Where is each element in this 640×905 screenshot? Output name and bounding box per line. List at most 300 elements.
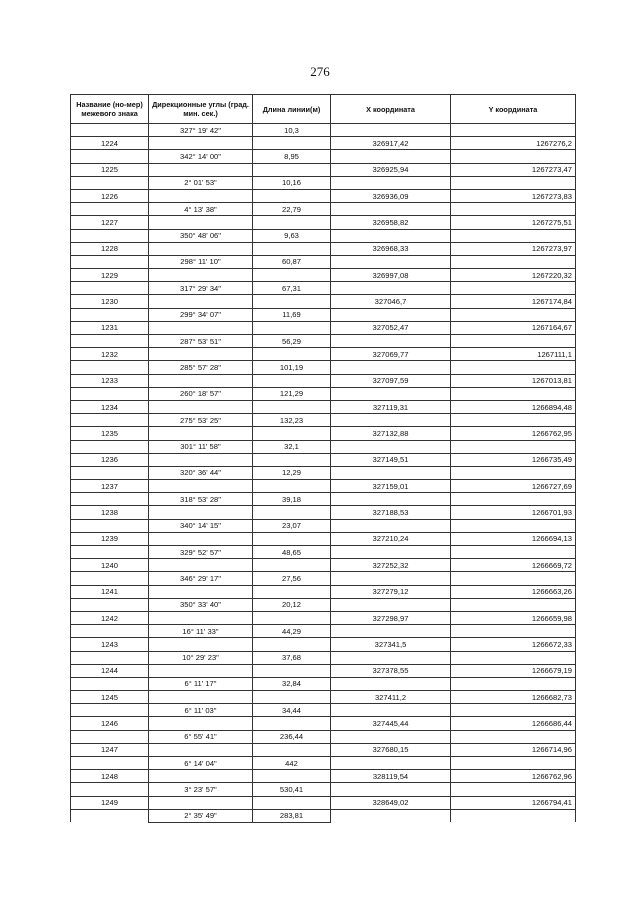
cell-point-name (71, 730, 149, 743)
cell-x-coordinate: 327411,2 (331, 691, 451, 704)
cell-direction-angle (149, 559, 253, 572)
cell-direction-angle (149, 585, 253, 598)
cell-point-name (71, 282, 149, 295)
cell-point-name (71, 677, 149, 690)
cell-y-coordinate: 1267111,1 (451, 348, 576, 361)
cell-y-coordinate: 1266714,96 (451, 743, 576, 756)
table-row-segment (71, 466, 576, 479)
cell-point-name (71, 150, 149, 163)
column-header-angle: Дирекционные углы (град. мин. сек.) (149, 95, 253, 124)
cell-point-name: 1225 (71, 163, 149, 176)
cell-x-coordinate: 327445,44 (331, 717, 451, 730)
table-row-segment (71, 124, 576, 137)
cell-direction-angle: 3° 23' 57" (149, 783, 253, 796)
cell-direction-angle: 318° 53' 28" (149, 493, 253, 506)
cell-x-coordinate (331, 783, 451, 796)
cell-x-coordinate: 326925,94 (331, 163, 451, 176)
cell-point-name (71, 783, 149, 796)
cell-x-coordinate (331, 361, 451, 374)
cell-line-length (253, 321, 331, 334)
cell-point-name: 1227 (71, 216, 149, 229)
table-row-segment (71, 598, 576, 611)
cell-direction-angle: 327° 19' 42" (149, 124, 253, 137)
table-row-segment (71, 783, 576, 796)
cell-y-coordinate (451, 493, 576, 506)
cell-direction-angle: 275° 53' 25" (149, 414, 253, 427)
cell-x-coordinate: 327069,77 (331, 348, 451, 361)
cell-x-coordinate: 327341,5 (331, 638, 451, 651)
cell-line-length (253, 374, 331, 387)
cell-direction-angle (149, 321, 253, 334)
cell-direction-angle (149, 770, 253, 783)
cell-line-length: 132,23 (253, 414, 331, 427)
cell-point-name (71, 361, 149, 374)
cell-y-coordinate: 1267273,97 (451, 242, 576, 255)
cell-y-coordinate: 1266701,93 (451, 506, 576, 519)
cell-x-coordinate (331, 651, 451, 664)
cell-line-length (253, 137, 331, 150)
cell-x-coordinate (331, 203, 451, 216)
cell-direction-angle: 2° 01' 53" (149, 176, 253, 189)
table-row-segment (71, 150, 576, 163)
cell-direction-angle (149, 611, 253, 624)
cell-y-coordinate (451, 203, 576, 216)
cell-line-length (253, 348, 331, 361)
cell-x-coordinate (331, 704, 451, 717)
cell-direction-angle: 6° 55' 41" (149, 730, 253, 743)
cell-direction-angle: 346° 29' 17" (149, 572, 253, 585)
table-row-segment (71, 572, 576, 585)
cell-line-length (253, 585, 331, 598)
cell-y-coordinate (451, 308, 576, 321)
cell-x-coordinate: 327188,53 (331, 506, 451, 519)
cell-line-length: 32,84 (253, 677, 331, 690)
cell-direction-angle (149, 717, 253, 730)
column-header-length: Длина линии(м) (253, 95, 331, 124)
table-row-segment (71, 757, 576, 770)
cell-x-coordinate (331, 546, 451, 559)
cell-line-length (253, 453, 331, 466)
table-row-point (71, 506, 576, 519)
cell-x-coordinate: 327132,88 (331, 427, 451, 440)
cell-y-coordinate (451, 282, 576, 295)
cell-point-name: 1248 (71, 770, 149, 783)
cell-line-length (253, 611, 331, 624)
table-row-point (71, 427, 576, 440)
cell-direction-angle (149, 743, 253, 756)
cell-line-length: 8,95 (253, 150, 331, 163)
cell-direction-angle (149, 374, 253, 387)
cell-y-coordinate: 1267164,67 (451, 321, 576, 334)
cell-direction-angle (149, 137, 253, 150)
cell-y-coordinate (451, 335, 576, 348)
cell-point-name (71, 493, 149, 506)
cell-line-length (253, 506, 331, 519)
cell-y-coordinate (451, 414, 576, 427)
cell-direction-angle: 329° 52' 57" (149, 546, 253, 559)
table-row-point (71, 480, 576, 493)
cell-point-name: 1239 (71, 532, 149, 545)
cell-point-name (71, 229, 149, 242)
table-row-segment (71, 282, 576, 295)
table-row-point (71, 585, 576, 598)
cell-y-coordinate: 1266762,96 (451, 770, 576, 783)
cell-point-name: 1238 (71, 506, 149, 519)
table-header (71, 95, 576, 124)
cell-x-coordinate (331, 282, 451, 295)
cell-point-name (71, 546, 149, 559)
cell-point-name (71, 809, 149, 822)
cell-y-coordinate (451, 361, 576, 374)
cell-line-length (253, 717, 331, 730)
cell-line-length: 32,1 (253, 440, 331, 453)
cell-x-coordinate: 326968,33 (331, 242, 451, 255)
cell-point-name (71, 519, 149, 532)
cell-y-coordinate (451, 519, 576, 532)
cell-direction-angle: 6° 11' 17" (149, 677, 253, 690)
table-row-point (71, 717, 576, 730)
cell-direction-angle (149, 295, 253, 308)
cell-point-name (71, 255, 149, 268)
cell-line-length (253, 480, 331, 493)
cell-y-coordinate (451, 730, 576, 743)
cell-x-coordinate (331, 176, 451, 189)
cell-point-name: 1235 (71, 427, 149, 440)
table-row-segment (71, 255, 576, 268)
cell-line-length (253, 189, 331, 202)
cell-direction-angle: 350° 33' 40" (149, 598, 253, 611)
cell-y-coordinate: 1267273,83 (451, 189, 576, 202)
cell-direction-angle: 16° 11' 33" (149, 625, 253, 638)
cell-direction-angle: 260° 18' 57" (149, 387, 253, 400)
cell-direction-angle (149, 480, 253, 493)
cell-point-name: 1244 (71, 664, 149, 677)
cell-x-coordinate: 327378,55 (331, 664, 451, 677)
cell-line-length: 27,56 (253, 572, 331, 585)
cell-x-coordinate (331, 519, 451, 532)
cell-direction-angle (149, 189, 253, 202)
cell-x-coordinate (331, 150, 451, 163)
table-row-segment (71, 203, 576, 216)
cell-y-coordinate: 1267275,51 (451, 216, 576, 229)
cell-y-coordinate (451, 466, 576, 479)
cell-direction-angle: 285° 57' 28" (149, 361, 253, 374)
cell-point-name: 1236 (71, 453, 149, 466)
column-header-y: Y координата (451, 95, 576, 124)
cell-y-coordinate: 1266694,13 (451, 532, 576, 545)
cell-point-name (71, 598, 149, 611)
cell-point-name (71, 466, 149, 479)
cell-point-name (71, 203, 149, 216)
table-row-segment (71, 546, 576, 559)
cell-y-coordinate: 1266682,73 (451, 691, 576, 704)
cell-line-length (253, 242, 331, 255)
cell-line-length: 283,81 (253, 809, 331, 822)
cell-line-length (253, 163, 331, 176)
cell-y-coordinate (451, 124, 576, 137)
cell-y-coordinate (451, 677, 576, 690)
cell-line-length: 10,3 (253, 124, 331, 137)
cell-y-coordinate (451, 809, 576, 822)
cell-x-coordinate (331, 124, 451, 137)
table-row-point (71, 163, 576, 176)
cell-y-coordinate: 1266663,26 (451, 585, 576, 598)
cell-x-coordinate (331, 255, 451, 268)
cell-direction-angle: 301° 11' 58" (149, 440, 253, 453)
cell-direction-angle (149, 427, 253, 440)
cell-y-coordinate (451, 757, 576, 770)
cell-direction-angle: 4° 13' 38" (149, 203, 253, 216)
cell-direction-angle (149, 400, 253, 413)
table-row-point (71, 559, 576, 572)
cell-y-coordinate (451, 572, 576, 585)
cell-line-length: 10,16 (253, 176, 331, 189)
cell-x-coordinate: 327046,7 (331, 295, 451, 308)
cell-line-length (253, 796, 331, 809)
cell-point-name: 1249 (71, 796, 149, 809)
cell-line-length: 48,65 (253, 546, 331, 559)
cell-x-coordinate: 327298,97 (331, 611, 451, 624)
cell-point-name: 1234 (71, 400, 149, 413)
cell-line-length: 22,79 (253, 203, 331, 216)
cell-point-name (71, 335, 149, 348)
cell-line-length: 236,44 (253, 730, 331, 743)
cell-direction-angle: 317° 29' 34" (149, 282, 253, 295)
table-row-segment (71, 704, 576, 717)
cell-x-coordinate (331, 757, 451, 770)
cell-x-coordinate (331, 493, 451, 506)
cell-y-coordinate: 1266735,49 (451, 453, 576, 466)
cell-line-length: 121,29 (253, 387, 331, 400)
cell-line-length (253, 216, 331, 229)
cell-direction-angle: 287° 53' 51" (149, 335, 253, 348)
cell-y-coordinate (451, 176, 576, 189)
cell-direction-angle: 340° 14' 15" (149, 519, 253, 532)
cell-y-coordinate (451, 387, 576, 400)
boundary-coordinates-table (70, 94, 576, 823)
cell-x-coordinate (331, 466, 451, 479)
cell-direction-angle (149, 453, 253, 466)
cell-point-name (71, 308, 149, 321)
cell-x-coordinate (331, 809, 451, 822)
cell-y-coordinate (451, 651, 576, 664)
table-row-segment (71, 414, 576, 427)
page-number: 276 (310, 64, 330, 79)
cell-x-coordinate (331, 572, 451, 585)
cell-line-length (253, 664, 331, 677)
cell-point-name (71, 124, 149, 137)
cell-line-length (253, 559, 331, 572)
cell-point-name: 1232 (71, 348, 149, 361)
cell-line-length: 530,41 (253, 783, 331, 796)
cell-point-name (71, 757, 149, 770)
cell-x-coordinate: 326936,09 (331, 189, 451, 202)
cell-y-coordinate (451, 255, 576, 268)
cell-line-length (253, 770, 331, 783)
cell-direction-angle: 6° 14' 04" (149, 757, 253, 770)
cell-point-name: 1237 (71, 480, 149, 493)
cell-line-length: 9,63 (253, 229, 331, 242)
cell-line-length: 56,29 (253, 335, 331, 348)
cell-y-coordinate: 1267013,81 (451, 374, 576, 387)
cell-y-coordinate: 1266762,95 (451, 427, 576, 440)
cell-x-coordinate (331, 335, 451, 348)
table-row-segment (71, 519, 576, 532)
cell-point-name: 1245 (71, 691, 149, 704)
table-row-point (71, 770, 576, 783)
cell-point-name (71, 625, 149, 638)
cell-y-coordinate (451, 783, 576, 796)
cell-x-coordinate (331, 730, 451, 743)
table-row-segment (71, 625, 576, 638)
cell-x-coordinate: 327159,01 (331, 480, 451, 493)
cell-x-coordinate (331, 308, 451, 321)
cell-x-coordinate (331, 598, 451, 611)
cell-line-length: 23,07 (253, 519, 331, 532)
cell-line-length: 37,68 (253, 651, 331, 664)
table-row-point (71, 611, 576, 624)
cell-point-name: 1226 (71, 189, 149, 202)
cell-y-coordinate (451, 625, 576, 638)
table-row-point (71, 532, 576, 545)
cell-direction-angle (149, 691, 253, 704)
cell-y-coordinate: 1266672,33 (451, 638, 576, 651)
table-row-point (71, 691, 576, 704)
cell-direction-angle (149, 242, 253, 255)
cell-line-length: 11,69 (253, 308, 331, 321)
cell-direction-angle (149, 269, 253, 282)
cell-direction-angle: 6° 11' 03" (149, 704, 253, 717)
table-row-point (71, 269, 576, 282)
cell-line-length (253, 691, 331, 704)
cell-y-coordinate: 1266894,48 (451, 400, 576, 413)
cell-direction-angle: 298° 11' 10" (149, 255, 253, 268)
table-row-segment (71, 308, 576, 321)
cell-direction-angle: 10° 29' 23" (149, 651, 253, 664)
table-row-segment (71, 730, 576, 743)
cell-point-name: 1233 (71, 374, 149, 387)
cell-direction-angle (149, 216, 253, 229)
cell-direction-angle (149, 348, 253, 361)
table-row-point (71, 137, 576, 150)
cell-x-coordinate: 326997,08 (331, 269, 451, 282)
cell-y-coordinate (451, 546, 576, 559)
cell-y-coordinate: 1266669,72 (451, 559, 576, 572)
table-row-segment (71, 335, 576, 348)
table-row-point (71, 242, 576, 255)
table-row-point (71, 348, 576, 361)
cell-point-name (71, 414, 149, 427)
cell-point-name (71, 176, 149, 189)
cell-x-coordinate: 326917,42 (331, 137, 451, 150)
cell-point-name: 1240 (71, 559, 149, 572)
cell-y-coordinate (451, 704, 576, 717)
cell-y-coordinate: 1267220,32 (451, 269, 576, 282)
cell-point-name: 1231 (71, 321, 149, 334)
cell-direction-angle: 2° 35' 49" (149, 809, 253, 822)
cell-x-coordinate: 327279,12 (331, 585, 451, 598)
cell-y-coordinate (451, 440, 576, 453)
cell-point-name (71, 440, 149, 453)
cell-point-name: 1246 (71, 717, 149, 730)
cell-line-length (253, 400, 331, 413)
cell-line-length: 39,18 (253, 493, 331, 506)
cell-x-coordinate: 327149,51 (331, 453, 451, 466)
cell-x-coordinate: 327680,15 (331, 743, 451, 756)
table-row-segment (71, 361, 576, 374)
cell-y-coordinate: 1266659,98 (451, 611, 576, 624)
table-row-point (71, 321, 576, 334)
cell-point-name (71, 387, 149, 400)
cell-point-name: 1242 (71, 611, 149, 624)
table-row-segment (71, 493, 576, 506)
cell-y-coordinate: 1267276,2 (451, 137, 576, 150)
table-row-point (71, 743, 576, 756)
table-row-point (71, 664, 576, 677)
column-header-name: Название (но-мер) межевого знака (71, 95, 149, 124)
cell-y-coordinate (451, 150, 576, 163)
cell-direction-angle (149, 664, 253, 677)
table-row-segment (71, 651, 576, 664)
cell-x-coordinate (331, 677, 451, 690)
cell-point-name: 1228 (71, 242, 149, 255)
cell-y-coordinate: 1266794,41 (451, 796, 576, 809)
cell-x-coordinate: 327097,59 (331, 374, 451, 387)
cell-line-length (253, 638, 331, 651)
cell-point-name (71, 572, 149, 585)
table-row-segment (71, 677, 576, 690)
cell-x-coordinate (331, 440, 451, 453)
cell-y-coordinate: 1266727,69 (451, 480, 576, 493)
table-row-point (71, 189, 576, 202)
table-row-segment (71, 176, 576, 189)
cell-direction-angle (149, 638, 253, 651)
cell-direction-angle (149, 532, 253, 545)
cell-point-name: 1230 (71, 295, 149, 308)
cell-line-length: 101,19 (253, 361, 331, 374)
table-row-point (71, 216, 576, 229)
cell-direction-angle: 350° 48' 06" (149, 229, 253, 242)
table-row-point (71, 638, 576, 651)
cell-x-coordinate: 327210,24 (331, 532, 451, 545)
table-row-segment (71, 387, 576, 400)
table-body (71, 124, 576, 823)
cell-y-coordinate (451, 229, 576, 242)
cell-y-coordinate: 1267174,84 (451, 295, 576, 308)
table-row-point (71, 796, 576, 809)
cell-direction-angle (149, 163, 253, 176)
table-row-segment (71, 809, 576, 822)
cell-line-length: 442 (253, 757, 331, 770)
cell-direction-angle (149, 796, 253, 809)
cell-line-length: 44,29 (253, 625, 331, 638)
cell-line-length (253, 295, 331, 308)
cell-direction-angle: 320° 36' 44" (149, 466, 253, 479)
table-row-point (71, 374, 576, 387)
cell-x-coordinate (331, 414, 451, 427)
cell-line-length: 67,31 (253, 282, 331, 295)
table-row-segment (71, 229, 576, 242)
cell-point-name: 1247 (71, 743, 149, 756)
cell-point-name: 1241 (71, 585, 149, 598)
column-header-x: X координата (331, 95, 451, 124)
table-row-point (71, 295, 576, 308)
cell-x-coordinate: 326958,82 (331, 216, 451, 229)
cell-line-length: 12,29 (253, 466, 331, 479)
cell-point-name: 1224 (71, 137, 149, 150)
cell-line-length: 20,12 (253, 598, 331, 611)
cell-line-length (253, 269, 331, 282)
